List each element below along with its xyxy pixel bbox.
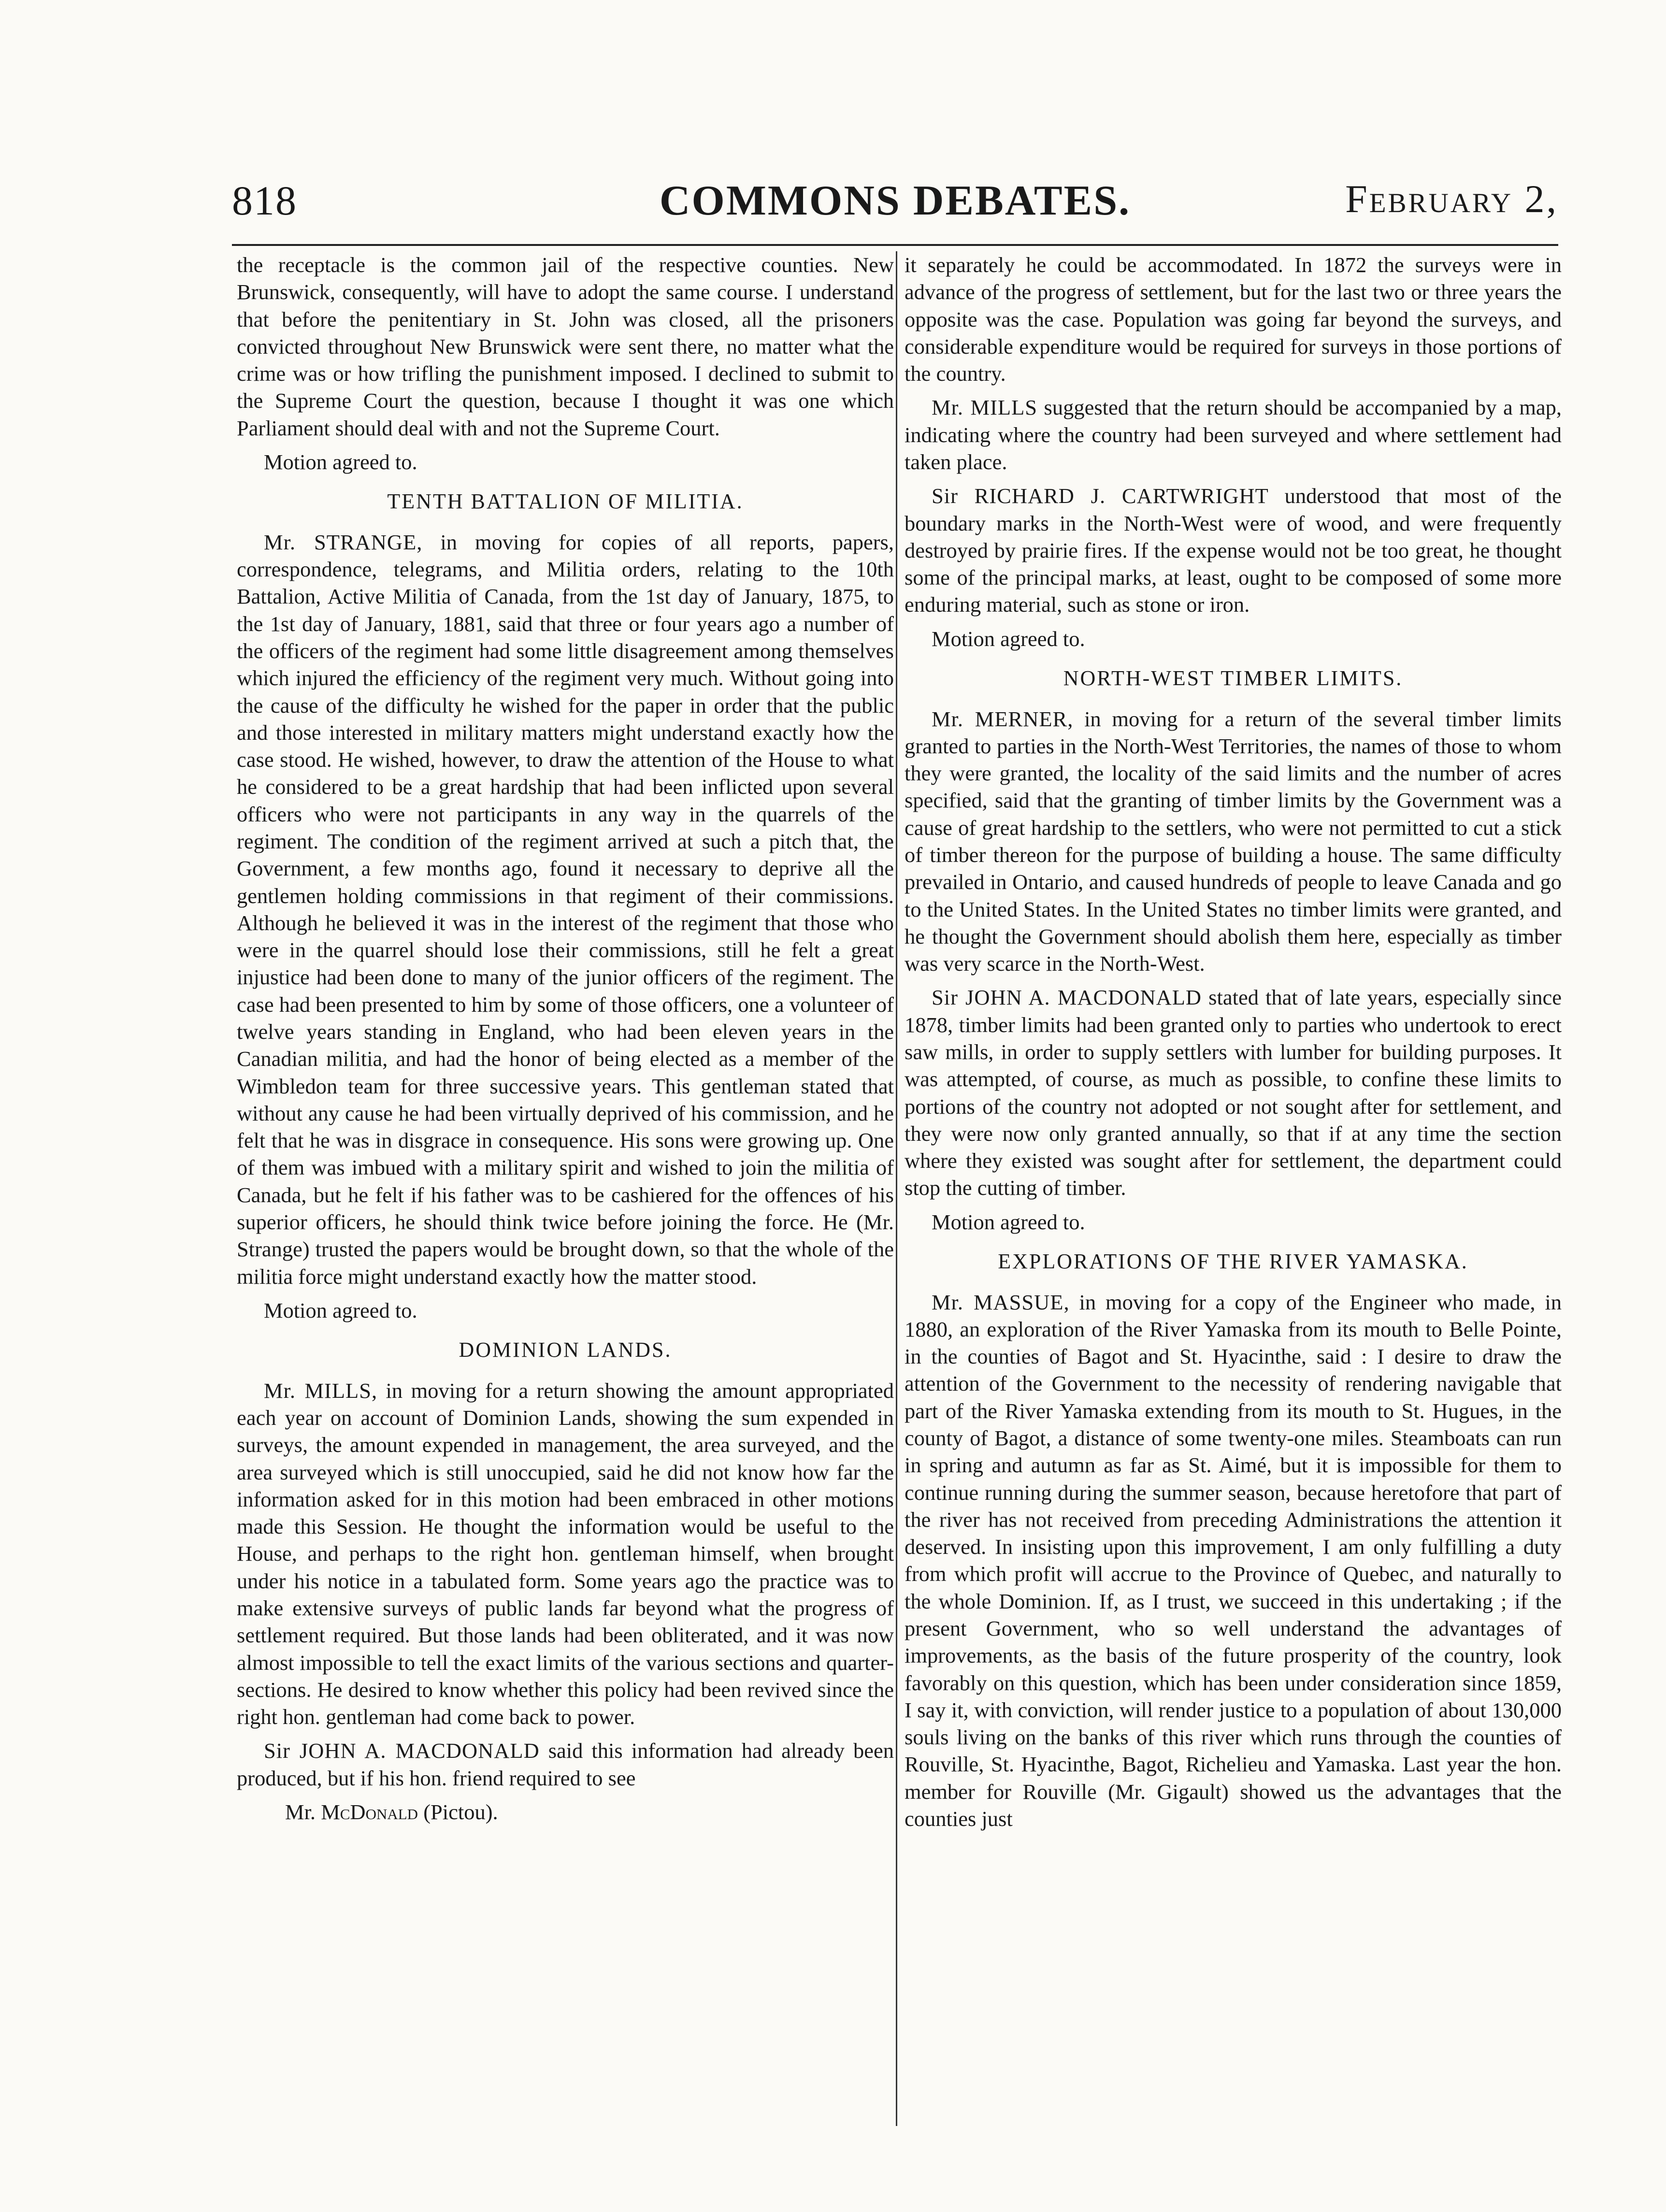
page-header xyxy=(232,172,1558,249)
column-divider xyxy=(896,251,897,2126)
motion-agreed: Motion agreed to. xyxy=(264,449,417,474)
paragraph xyxy=(237,529,894,1290)
signoff-prefix: Mr. xyxy=(285,1799,321,1824)
section-heading: NORTH-WEST TIMBER LIMITS. xyxy=(1063,666,1403,690)
paragraph: it separately he could be accommodated. In 1872 the surveys were in advance of the progress of settlement, but for the last two or three years the opposite was the case. Population was going far beyond the surveys, and considerable expenditure would be required for surveys in those portions of the country. xyxy=(905,253,1562,386)
paragraph-text: in moving for a return showing the amount appropriated each year on account of Dominion Lands, showing the sum expended in surveys, the amount expended in management, the area surveyed, and the area surveyed which is still unoccupied, said he did not know how far the information asked for in this motion had been embraced in other motions made this Session. He thought the information would be useful to the House, and perhaps to the right hon. gentleman himself, when brought under his notice in a tabulated form. Some years ago the practice was to make extensive surveys of public lands far beyond what the progress of settlement required. But those lands had been obliterated, and it was now almost impossible to tell the exact limits of the various sections and quarter-sections. He desired to know whether this policy had been revived since the right hon. gentleman had come back to power. xyxy=(237,1378,894,1729)
paragraph-text: said this information had already been produced, but if his hon. friend required to see xyxy=(237,1738,894,1790)
left-column xyxy=(237,251,894,1832)
section-heading: EXPLORATIONS OF THE RIVER YAMASKA. xyxy=(998,1249,1468,1273)
speaker-name: Mr. MILLS xyxy=(932,395,1038,420)
section-heading: DOMINION LANDS. xyxy=(459,1338,672,1362)
speaker-name: Sir RICHARD J. CARTWRIGHT xyxy=(932,484,1269,508)
paragraph xyxy=(237,1377,894,1731)
speaker-name: Mr. STRANGE, xyxy=(264,530,423,554)
paragraph: the receptacle is the common jail of the respective counties. New Brunswick, consequently, will have to adopt the same course. I understand that before the penitentiary in St. John was closed, all the prisoners convicted throughout New Brunswick were sent there, no matter what the crime was or how trifling the punishment imposed. I declined to submit to the Supreme Court the question, because I thought it was one which Parliament should deal with and not the Supreme Court. xyxy=(237,253,894,440)
section-heading: TENTH BATTALION OF MILITIA. xyxy=(387,489,744,514)
paragraph xyxy=(905,394,1562,475)
paragraph xyxy=(905,705,1562,977)
paragraph-text: in moving for a copy of the Engineer who made, in 1880, an exploration of the River Yamaska from its mouth to Belle Pointe, in the counties of Bagot and St. Hyacinthe, said : I desire to draw the attention of the Government to the necessity of rendering navigable that part of the River Yamaska extending from its mouth to St. Hugues, in the county of Bagot, a distance of some twenty-one miles. Steamboats can run in spring and autumn as far as St. Aimé, but it is impossible for them to continue running during the summer season, because heretofore that part of the river has not received from preceding Administrations the attention it deserved. In insisting upon this improvement, I am only fulfilling a duty from which profit will accrue to the Province of Quebec, and naturally to the whole Dominion. If, as I trust, we succeed in this undertaking ; if the present Government, who so well understand the advantages of improvements, as the basis of the future prosperity of the country, look favorably on this question, which has been under consideration since 1859, I say it, with conviction, will render justice to a population of about 130,000 souls living on the banks of this river which runs through the counties of Rouville, St. Hyacinthe, Bagot, Richelieu and Yamaska. Last year the hon. member for Rouville (Mr. Gigault) showed us the advantages that the counties just xyxy=(905,1290,1562,1831)
paragraph-text: stated that of late years, especially since 1878, timber limits had been granted only to parties who undertook to erect saw mills, in order to supply settlers with lumber for building purposes. It was attempted, of course, as much as possible, to confine these limits to portions of the country not adopted or not sought after for settlement, and they were now only granted annually, so that if at any time the section where they existed was sought after for settlement, the department could stop the cutting of timber. xyxy=(905,985,1562,1200)
motion-agreed: Motion agreed to. xyxy=(264,1298,417,1322)
speaker-name: Sir JOHN A. MACDONALD xyxy=(932,985,1202,1010)
page-number: 818 xyxy=(232,177,297,224)
running-title: COMMONS DEBATES. xyxy=(659,177,1131,224)
paragraph-text: in moving for a return of the several timber limits granted to parties in the North-West Territories, the names of those to whom they were granted, the locality of the said limits and the number of acres specified, said that the granting of timber limits by the Government was a cause of great hardship to the settlers, who were not permitted to cut a stick of timber thereon for the purpose of building a house. The same difficulty prevailed in Ontario, and caused hundreds of people to leave Canada and go to the United States. In the United States no timber limits were granted, and he thought the Government should abolish them here, especially as timber was very scarce in the North-West. xyxy=(905,706,1562,976)
motion-agreed: Motion agreed to. xyxy=(932,1209,1085,1234)
motion-agreed: Motion agreed to. xyxy=(932,626,1085,651)
speaker-name: Mr. MERNER, xyxy=(932,706,1074,731)
paragraph-text: suggested that the return should be accompanied by a map, indicating where the country had been surveyed and where settlement had taken place. xyxy=(905,395,1562,474)
signoff-name: McDonald xyxy=(321,1799,418,1824)
speaker-name: Sir JOHN A. MACDONALD xyxy=(264,1738,540,1763)
paragraph-text: understood that most of the boundary marks in the North-West were of wood, and were frequently destroyed by prairie fires. If the expense would not be too great, he thought some of the principal marks, at least, ought to be composed of some more enduring material, such as stone or iron. xyxy=(905,484,1562,617)
signoff-line xyxy=(237,1798,894,1825)
signoff-suffix: (Pictou). xyxy=(418,1799,498,1824)
paragraph-text: in moving for copies of all reports, papers, correspondence, telegrams, and Militia orders, relating to the 10th Battalion, Active Militia of Canada, from the 1st day of January, 1875, to the 1st day of January, 1881, said that three or four years ago a number of the officers of the regiment had some little disagreement among themselves which injured the efficiency of the regiment very much. Without going into the cause of the difficulty he wished for the paper in order that the public and those interested in military matters might understand exactly how the case stood. He wished, however, to draw the attention of the House to what he considered to be a great hardship that had been inflicted upon several officers who were not participants in any way in the quarrels of the regiment. The condition of the regiment arrived at such a pitch that, the Government, a few months ago, found it necessary to deprive all the gentlemen holding commissions in that regiment of their commissions. Although he believed it was in the interest of the regiment that those who were in the quarrel should lose their commissions, still he felt a great injustice had been done to many of the junior officers of the regiment. The case had been presented to him by some of those officers, one a volunteer of twelve years standing in England, who had been eleven years in the Canadian militia, and had the honor of being elected as a member of the Wimbledon team for three successive years. This gentleman stated that without any cause he had been virtually deprived of his commission, and he felt that he was in disgrace in consequence. His sons were growing up. One of them was imbued with a military spirit and wished to join the militia of Canada, but he felt if his father was to be cashiered for the offences of his superior officers, he should think twice before joining the force. He (Mr. Strange) trusted the papers would be brought down, so that the whole of the militia force might understand exactly how the matter stood. xyxy=(237,530,894,1289)
header-date: February 2, xyxy=(1345,177,1558,221)
paragraph xyxy=(905,482,1562,618)
speaker-name: Mr. MILLS, xyxy=(264,1378,378,1403)
paragraph xyxy=(905,984,1562,1201)
right-column xyxy=(905,251,1562,1839)
speaker-name: Mr. MASSUE, xyxy=(932,1290,1070,1314)
paragraph xyxy=(905,1289,1562,1833)
paragraph xyxy=(237,1737,894,1792)
header-rule xyxy=(232,244,1558,246)
